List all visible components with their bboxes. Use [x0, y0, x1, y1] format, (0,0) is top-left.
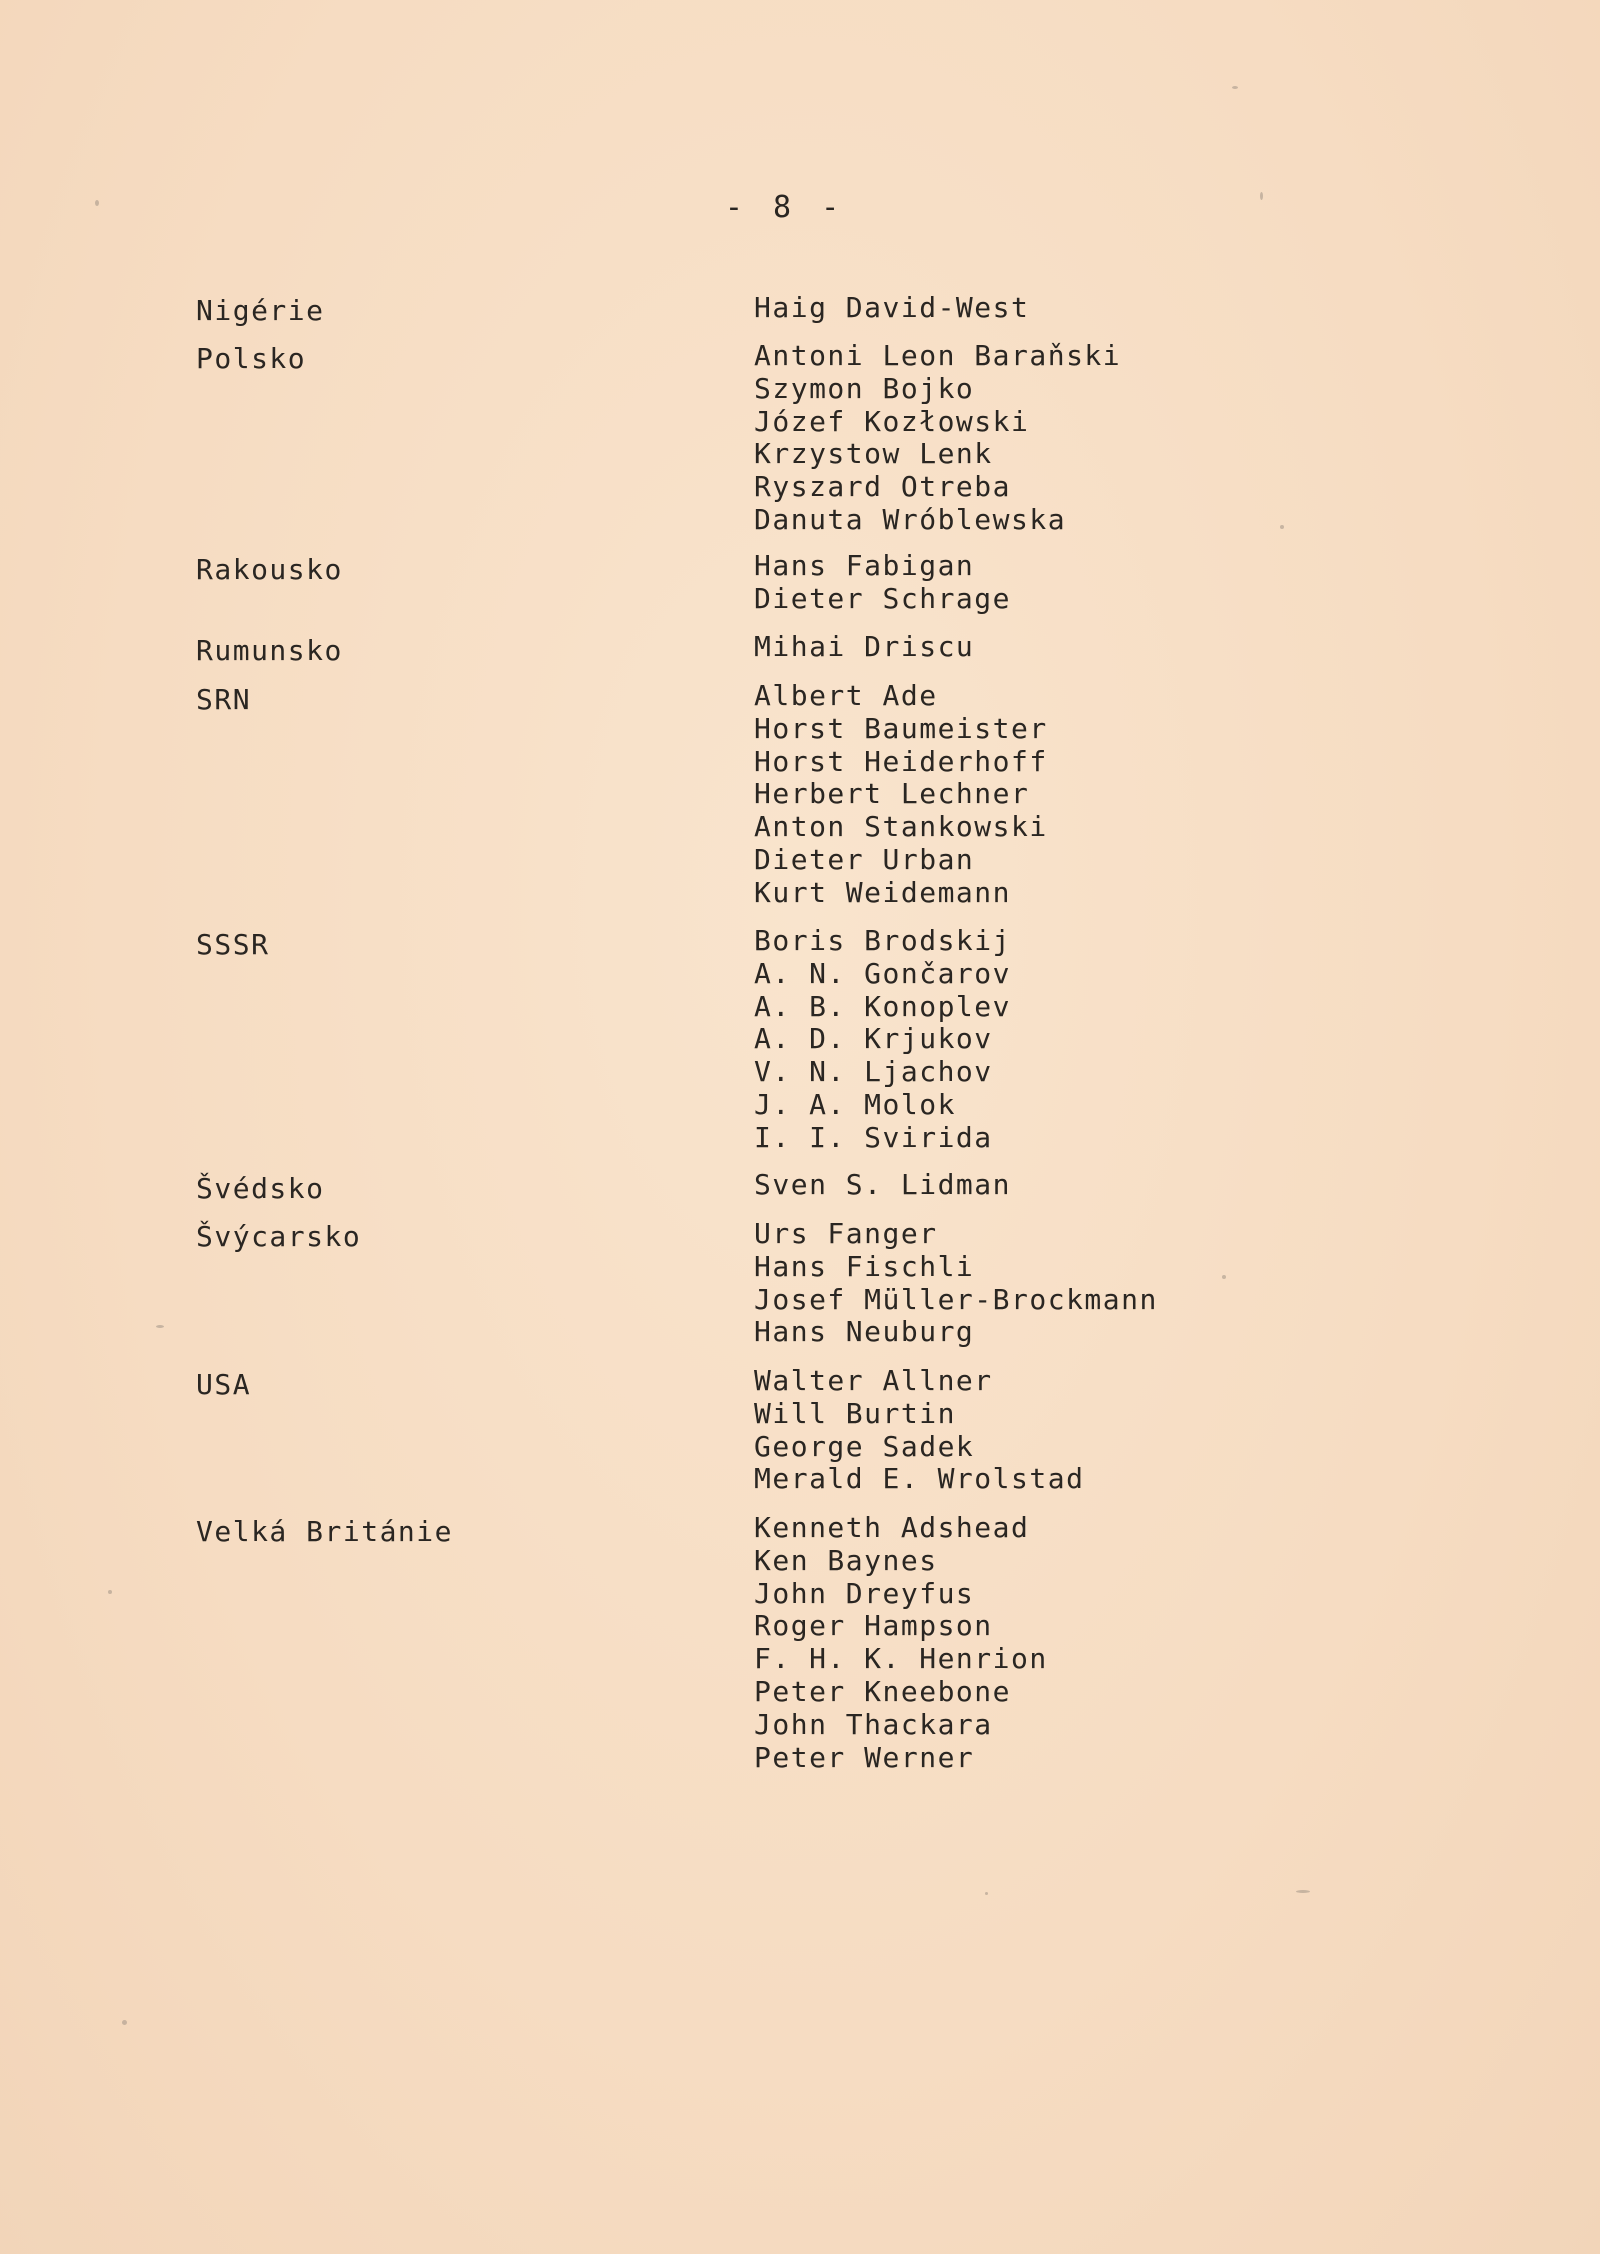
paper-speck — [122, 2020, 127, 2025]
page-number: - 8 - — [724, 190, 846, 225]
person-name: Boris Brodskij — [754, 924, 1012, 957]
name-list — [754, 1512, 1048, 1774]
person-name: John Dreyfus — [754, 1576, 975, 1610]
person-name: Ken Baynes — [754, 1543, 938, 1577]
paper-speck — [1260, 192, 1263, 200]
person-name: F. H. K. Henrion — [754, 1642, 1048, 1676]
person-name: Hans Neuburg — [754, 1315, 975, 1349]
person-name: Szymon Bojko — [754, 371, 975, 405]
person-name: Antoni Leon Baraňski — [754, 339, 1122, 372]
person-name: Dieter Schrage — [754, 581, 1012, 615]
person-name: V. N. Ljachov — [754, 1055, 993, 1089]
person-name: Herbert Lechner — [754, 777, 1030, 811]
person-name: Hans Fabigan — [754, 549, 975, 582]
person-name: Will Burtin — [754, 1396, 956, 1430]
person-name: Ryszard Otreba — [754, 470, 1012, 504]
name-list — [754, 1365, 1084, 1496]
name-list — [754, 292, 1029, 325]
person-name: Josef Müller-Brockmann — [754, 1282, 1158, 1316]
country-label: SSSR — [196, 928, 270, 961]
country-label: Rakousko — [196, 553, 343, 586]
person-name: Peter Kneebone — [754, 1674, 1012, 1708]
person-name: John Thackara — [754, 1707, 993, 1741]
paper-speck — [1280, 525, 1284, 529]
country-label: Švýcarsko — [196, 1220, 362, 1253]
person-name: George Sadek — [754, 1429, 975, 1463]
name-list — [754, 631, 974, 664]
country-label: Rumunsko — [196, 634, 343, 667]
person-name: Haig David-West — [754, 291, 1030, 324]
country-label: Velká Británie — [196, 1515, 454, 1548]
country-label: Švédsko — [196, 1172, 325, 1205]
person-name: Kenneth Adshead — [754, 1511, 1030, 1544]
person-name: A. N. Gončarov — [754, 956, 1012, 990]
person-name: A. B. Konoplev — [754, 989, 1012, 1023]
person-name: Roger Hampson — [754, 1609, 993, 1643]
country-label: USA — [196, 1368, 252, 1401]
country-label: SRN — [196, 683, 252, 716]
person-name: Urs Fanger — [754, 1217, 938, 1250]
person-name: Mihai Driscu — [754, 630, 975, 663]
person-name: Józef Kozłowski — [754, 404, 1030, 438]
person-name: Walter Allner — [754, 1364, 993, 1397]
paper-speck — [1296, 1890, 1310, 1893]
paper-speck — [985, 1892, 988, 1895]
name-list — [754, 680, 1048, 910]
person-name: Dieter Urban — [754, 842, 975, 876]
person-name: J. A. Molok — [754, 1087, 956, 1121]
name-list — [754, 550, 1011, 616]
paper-speck — [1232, 86, 1238, 89]
country-label: Polsko — [196, 342, 307, 375]
person-name: Sven S. Lidman — [754, 1168, 1012, 1201]
person-name: Peter Werner — [754, 1740, 975, 1774]
paper-speck — [108, 1590, 112, 1594]
name-list — [754, 925, 1011, 1155]
name-list — [754, 1169, 1011, 1202]
person-name: A. D. Krjukov — [754, 1022, 993, 1056]
name-list — [754, 340, 1121, 537]
person-name: I. I. Svirida — [754, 1120, 993, 1154]
person-name: Hans Fischli — [754, 1249, 975, 1283]
paper-speck — [1222, 1275, 1226, 1279]
person-name: Merald E. Wrolstad — [754, 1462, 1085, 1496]
country-label: Nigérie — [196, 294, 325, 327]
person-name: Danuta Wróblewska — [754, 502, 1067, 536]
name-list — [754, 1218, 1158, 1349]
person-name: Kurt Weidemann — [754, 875, 1012, 909]
person-name: Horst Heiderhoff — [754, 744, 1048, 778]
person-name: Anton Stankowski — [754, 810, 1048, 844]
paper-speck — [156, 1325, 164, 1328]
person-name: Horst Baumeister — [754, 711, 1048, 745]
person-name: Albert Ade — [754, 679, 938, 712]
person-name: Krzystow Lenk — [754, 437, 993, 471]
paper-speck — [95, 200, 99, 206]
